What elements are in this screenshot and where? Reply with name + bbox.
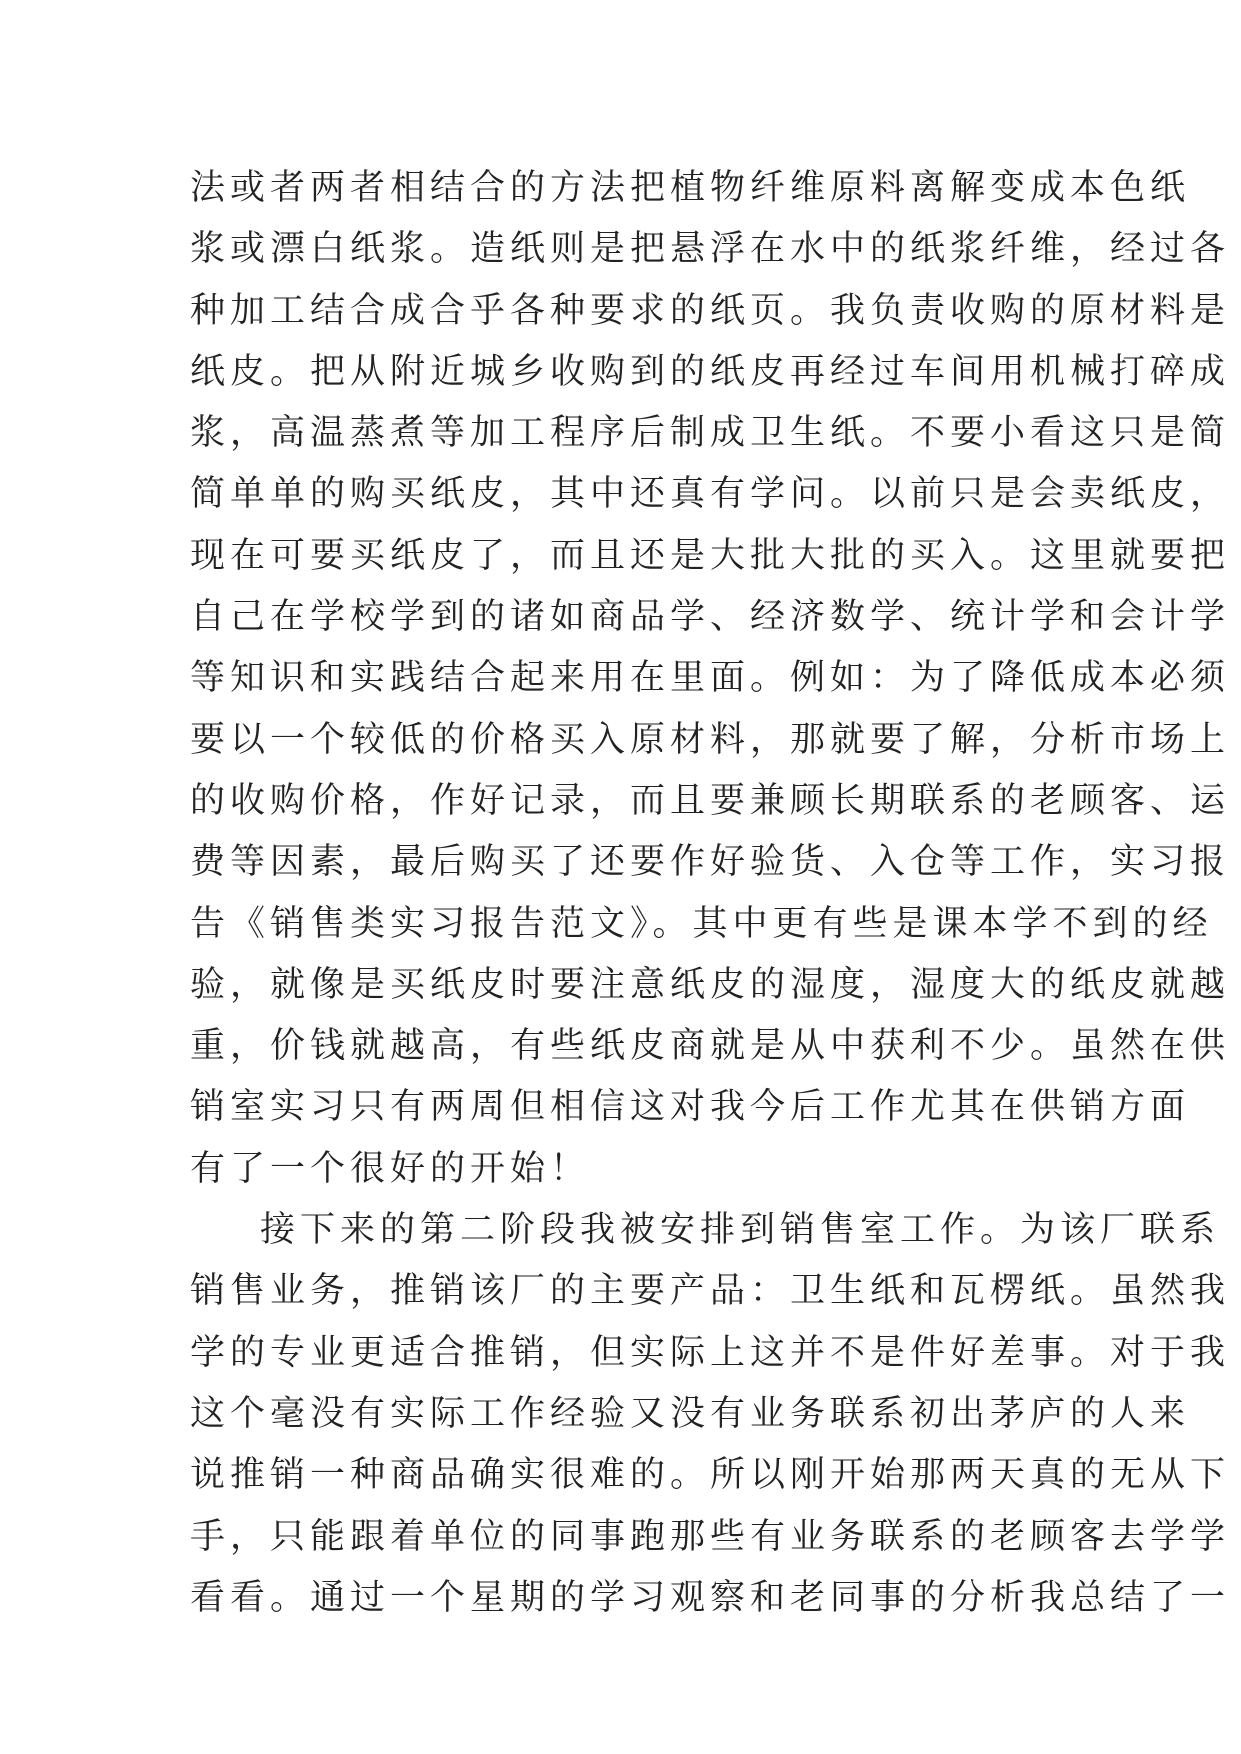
- text-line: 现在可要买纸皮了，而且还是大批大批的买入。这里就要把: [190, 535, 1231, 576]
- text-line: 销室实习只有两周但相信这对我今后工作尤其在供销方面: [190, 1087, 1191, 1128]
- text-line: 说推销一种商品确实很难的。所以刚开始那两天真的无从下: [190, 1455, 1231, 1496]
- text-line: 接下来的第二阶段我被安排到销售室工作。为该厂联系: [260, 1210, 1221, 1251]
- text-line: 简单单的购买纸皮，其中还真有学问。以前只是会卖纸皮，: [190, 474, 1231, 515]
- text-line: 重，价钱就越高，有些纸皮商就是从中获利不少。虽然在供: [190, 1026, 1231, 1067]
- text-line: 这个毫没有实际工作经验又没有业务联系初出茅庐的人来: [190, 1393, 1191, 1434]
- text-line: 验，就像是买纸皮时要注意纸皮的湿度，湿度大的纸皮就越: [190, 964, 1231, 1005]
- text-line: 学的专业更适合推销，但实际上这并不是件好差事。对于我: [190, 1332, 1231, 1373]
- text-line: 销售业务，推销该厂的主要产品：卫生纸和瓦楞纸。虽然我: [190, 1271, 1231, 1312]
- text-line: 费等因素，最后购买了还要作好验货、入仓等工作，实习报: [190, 842, 1231, 883]
- text-line: 法或者两者相结合的方法把植物纤维原料离解变成本色纸: [190, 168, 1191, 208]
- text-line: 自己在学校学到的诸如商品学、经济数学、统计学和会计学: [190, 597, 1231, 638]
- body-text: [190, 158, 1231, 1629]
- text-line: 告《销售类实习报告范文》。其中更有些是课本学不到的经: [190, 903, 1213, 944]
- text-line: 浆或漂白纸浆。造纸则是把悬浮在水中的纸浆纤维，经过各: [190, 229, 1231, 270]
- text-line: 看看。通过一个星期的学习观察和老同事的分析我总结了一: [190, 1577, 1231, 1618]
- text-line: 纸皮。把从附近城乡收购到的纸皮再经过车间用机械打碎成: [190, 351, 1231, 392]
- paragraph-1: [190, 158, 1231, 1200]
- paragraph-2: [190, 1200, 1231, 1629]
- text-line: 有了一个很好的开始！: [190, 1148, 591, 1189]
- text-line: 等知识和实践结合起来用在里面。例如：为了降低成本必须: [190, 658, 1231, 699]
- text-line: 要以一个较低的价格买入原材料，那就要了解，分析市场上: [190, 719, 1231, 760]
- text-line: 种加工结合成合乎各种要求的纸页。我负责收购的原材料是: [190, 290, 1231, 331]
- text-line: 的收购价格，作好记录，而且要兼顾长期联系的老顾客、运: [190, 780, 1231, 821]
- text-line: 手，只能跟着单位的同事跑那些有业务联系的老顾客去学学: [190, 1516, 1231, 1557]
- text-line: 浆，高温蒸煮等加工程序后制成卫生纸。不要小看这只是简: [190, 413, 1231, 454]
